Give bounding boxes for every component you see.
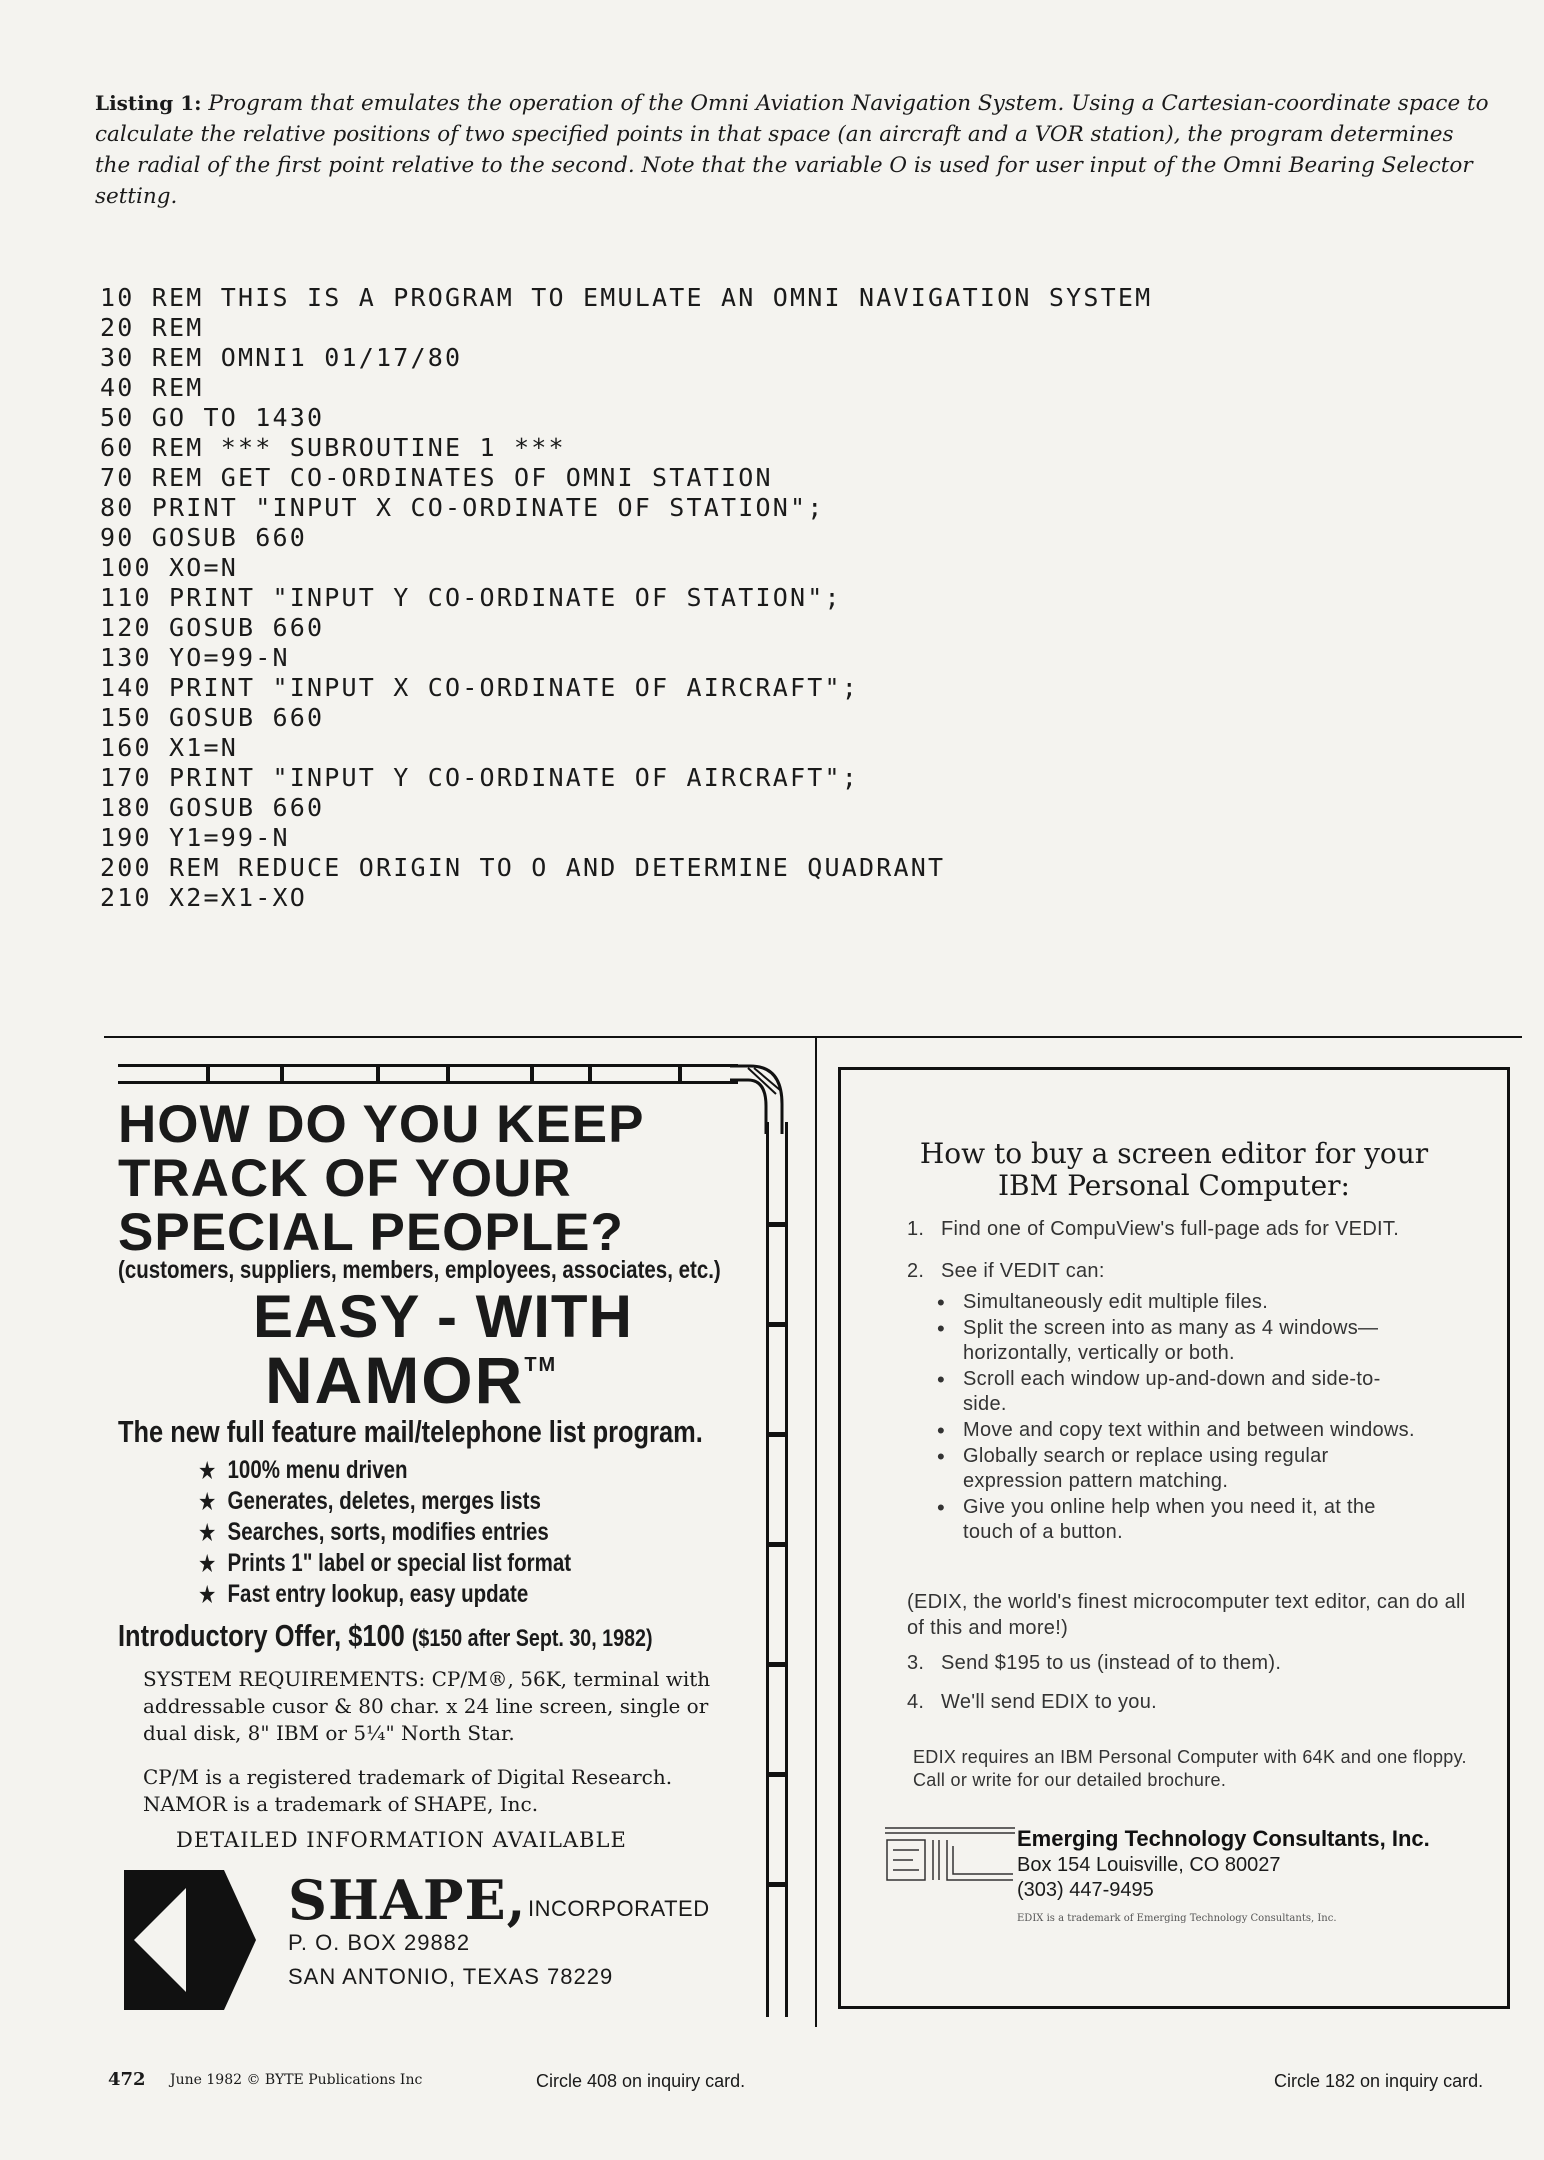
trademark-note: EDIX is a trademark of Emerging Technology Consultants, Inc. bbox=[1017, 1913, 1337, 1924]
list-item: ★ Prints 1" label or special list format bbox=[198, 1549, 572, 1578]
etc-logo-icon bbox=[885, 1824, 1015, 1884]
star-icon: ★ bbox=[198, 1549, 217, 1578]
detailed-info: DETAILED INFORMATION AVAILABLE bbox=[176, 1828, 627, 1852]
star-icon: ★ bbox=[198, 1518, 217, 1547]
step-3: 3. Send $195 to us (instead of to them). bbox=[907, 1652, 1282, 1674]
feature-bullets bbox=[937, 1290, 1417, 1546]
ad-column-divider bbox=[815, 1037, 817, 2027]
code-line: 200 REM REDUCE ORIGIN TO O AND DETERMINE QUADRANT bbox=[100, 853, 946, 882]
edix-requirements: EDIX requires an IBM Personal Computer with 64K and one floppy. Call or write for our detailed brochure. bbox=[913, 1747, 1467, 1790]
edix-advertisement bbox=[838, 1067, 1510, 2009]
feature-list bbox=[198, 1455, 653, 1610]
star-icon: ★ bbox=[198, 1456, 217, 1485]
headline-line: HOW DO YOU KEEP bbox=[118, 1095, 645, 1154]
issue-info: June 1982 © BYTE Publications Inc bbox=[170, 2072, 423, 2088]
system-requirements: SYSTEM REQUIREMENTS: CP/M®, 56K, terminal with addressable cusor & 80 char. x 24 line screen, single or dual disk, 8" IBM or 5¼" North Star. bbox=[143, 1667, 711, 1745]
ad-border-rail bbox=[118, 1064, 738, 1084]
company-address: Box 154 Louisville, CO 80027 bbox=[1017, 1854, 1281, 1876]
star-icon: ★ bbox=[198, 1580, 217, 1609]
company-po-box: P. O. BOX 29882 bbox=[288, 1930, 471, 1955]
code-line: 170 PRINT "INPUT Y CO-ORDINATE OF AIRCRAFT"; bbox=[100, 763, 860, 792]
code-line: 160 X1=N bbox=[100, 733, 239, 762]
ad-border-rail bbox=[766, 1122, 788, 2017]
ad-title bbox=[841, 1138, 1507, 1202]
list-item: • Move and copy text within and between windows. bbox=[937, 1418, 1417, 1443]
code-line: 150 GOSUB 660 bbox=[100, 703, 325, 732]
company-city: SAN ANTONIO, TEXAS 78229 bbox=[288, 1964, 614, 1989]
code-line: 180 GOSUB 660 bbox=[100, 793, 325, 822]
code-line: 140 PRINT "INPUT X CO-ORDINATE OF AIRCRAFT"; bbox=[100, 673, 860, 702]
step-4: 4. We'll send EDIX to you. bbox=[907, 1691, 1158, 1713]
headline-line: TRACK OF YOUR bbox=[118, 1149, 572, 1208]
star-icon: ★ bbox=[198, 1487, 217, 1516]
list-item: ★ Generates, deletes, merges lists bbox=[198, 1487, 541, 1516]
code-line: 80 PRINT "INPUT X CO-ORDINATE OF STATION"; bbox=[100, 493, 825, 522]
code-line: 190 Y1=99-N bbox=[100, 823, 290, 852]
list-item: • Globally search or replace using regular expression pattern matching. bbox=[937, 1444, 1417, 1494]
product-tagline: The new full feature mail/telephone list program. bbox=[118, 1414, 703, 1449]
step-2: 2. See if VEDIT can: bbox=[907, 1260, 1105, 1282]
company-name: Emerging Technology Consultants, Inc. bbox=[1017, 1826, 1430, 1851]
trademark-note: CP/M is a registered trademark of Digital Research. bbox=[143, 1765, 673, 1789]
title-line: How to buy a screen editor for your bbox=[919, 1137, 1429, 1170]
easy-with: EASY - WITH bbox=[253, 1283, 633, 1350]
product-label: NAMOR bbox=[265, 1343, 525, 1417]
namor-advertisement bbox=[118, 1062, 798, 2022]
code-line: 110 PRINT "INPUT Y CO-ORDINATE OF STATION"; bbox=[100, 583, 842, 612]
company-suffix: INCORPORATED bbox=[528, 1896, 710, 1921]
listing-caption bbox=[95, 88, 1495, 212]
list-item: ★ Fast entry lookup, easy update bbox=[198, 1580, 529, 1609]
code-line: 60 REM *** SUBROUTINE 1 *** bbox=[100, 433, 566, 462]
ad-subhead: (customers, suppliers, members, employees, associates, etc.) bbox=[118, 1256, 721, 1284]
title-line: IBM Personal Computer: bbox=[998, 1169, 1350, 1202]
offer-later-price: ($150 after Sept. 30, 1982) bbox=[411, 1625, 653, 1652]
step-1: 1. Find one of CompuView's full-page ads for VEDIT. bbox=[907, 1218, 1400, 1240]
product-name bbox=[265, 1342, 557, 1418]
list-item: • Give you online help when you need it, at the touch of a button. bbox=[937, 1495, 1417, 1545]
code-line: 40 REM bbox=[100, 373, 204, 402]
code-line: 120 GOSUB 660 bbox=[100, 613, 325, 642]
code-line: 70 REM GET CO-ORDINATES OF OMNI STATION bbox=[100, 463, 773, 492]
code-line: 30 REM OMNI1 01/17/80 bbox=[100, 343, 463, 372]
inquiry-circle-left: Circle 408 on inquiry card. bbox=[536, 2071, 746, 2091]
list-item: • Split the screen into as many as 4 windows— horizontally, vertically or both. bbox=[937, 1316, 1417, 1366]
code-line: 20 REM bbox=[100, 313, 204, 342]
headline-line: SPECIAL PEOPLE? bbox=[118, 1203, 624, 1262]
list-item: ★ Searches, sorts, modifies entries bbox=[198, 1518, 549, 1547]
shape-logo-icon bbox=[124, 1870, 256, 2010]
company-name: SHAPE, bbox=[288, 1868, 527, 1932]
code-line: 210 X2=X1-XO bbox=[100, 883, 308, 912]
code-line: 130 YO=99-N bbox=[100, 643, 290, 672]
inquiry-circle-right: Circle 182 on inquiry card. bbox=[1274, 2071, 1484, 2091]
basic-program-listing bbox=[100, 283, 1460, 913]
list-item: • Simultaneously edit multiple files. bbox=[937, 1290, 1417, 1315]
code-line: 10 REM THIS IS A PROGRAM TO EMULATE AN OMNI NAVIGATION SYSTEM bbox=[100, 283, 1153, 312]
trademark-mark: TM bbox=[524, 1354, 558, 1376]
list-item: • Scroll each window up-and-down and side-to-side. bbox=[937, 1367, 1417, 1417]
section-divider bbox=[104, 1036, 1522, 1038]
introductory-offer bbox=[118, 1618, 653, 1654]
code-line: 90 GOSUB 660 bbox=[100, 523, 308, 552]
edix-note: (EDIX, the world's finest microcomputer text editor, can do all of this and more!) bbox=[907, 1591, 1466, 1639]
page-number: 472 bbox=[108, 2069, 146, 2090]
list-item: ★ 100% menu driven bbox=[198, 1456, 408, 1485]
caption-text: Program that emulates the operation of the Omni Aviation Navigation System. Using a Cartesian-coordinate space to calculate the relative positions of two specified points in that space (an aircraft and a VOR station), the program determines the radial of the first point relative to the second. Note that the variable O is used for user input of the Omni Bearing Selector setting. bbox=[95, 91, 1489, 209]
trademark-note: NAMOR is a trademark of SHAPE, Inc. bbox=[143, 1792, 539, 1816]
code-line: 50 GO TO 1430 bbox=[100, 403, 325, 432]
company-phone: (303) 447-9495 bbox=[1017, 1879, 1154, 1901]
code-line: 100 XO=N bbox=[100, 553, 239, 582]
ad-headline bbox=[118, 1095, 758, 1262]
caption-label: Listing 1: bbox=[95, 91, 202, 115]
offer-price: Introductory Offer, $100 bbox=[118, 1618, 405, 1653]
